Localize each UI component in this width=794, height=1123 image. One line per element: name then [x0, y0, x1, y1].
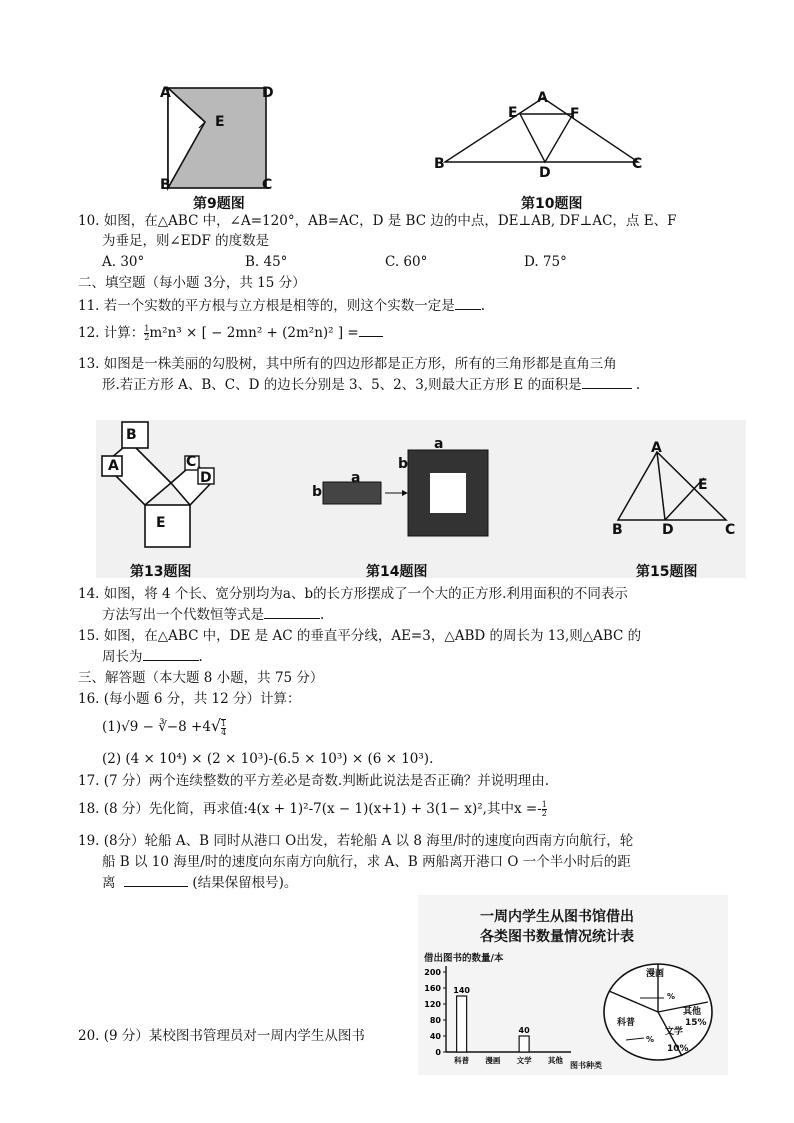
q18-frac-num: 1 — [541, 800, 547, 809]
fig9-label-c: C — [262, 177, 273, 193]
chart-title-line2: 各类图书数量情况统计表 — [480, 929, 634, 945]
fig9-caption: 第9题图 — [193, 196, 245, 212]
section-2-heading: 二、填空题（每小题 3分，共 15 分） — [78, 275, 306, 291]
q18-fraction — [542, 801, 547, 818]
q10-option-c: C. 60° — [385, 254, 428, 270]
q14-line2: 方法写出一个代数恒等式是 . — [102, 607, 325, 623]
pie-label-qita-pct: 15% — [685, 1018, 707, 1028]
q19-line3a: 离 — [102, 875, 116, 891]
y-tick-label: 160 — [424, 984, 441, 993]
q14-line2-text: 方法写出一个代数恒等式是 — [102, 607, 264, 623]
q12-frac-den: 2 — [144, 333, 150, 342]
q16-heading: 16. (每小题 6 分，共 12 分）计算： — [78, 691, 301, 707]
q19-line1: 19. (8分）轮船 A、B 同时从港口 O出发，若轮船 A 以 8 海里/时的速度向西南方向航行，轮 — [78, 833, 634, 849]
fig14-label-a-big: a — [434, 436, 444, 452]
bar — [457, 996, 467, 1052]
fig10-label-f: F — [570, 106, 580, 122]
fig13-label-c: C — [186, 454, 197, 470]
fig13-label-d: D — [200, 470, 212, 486]
fig10-label-a: A — [537, 90, 548, 106]
bar-data-label: 40 — [518, 1026, 530, 1035]
chart-ylabel: 借出图书的数量/本 — [424, 953, 504, 964]
q18-frac-den: 2 — [541, 809, 547, 818]
x-tick-label: 科普 — [454, 1056, 470, 1065]
bar — [519, 1036, 529, 1052]
y-tick-label: 80 — [429, 1016, 441, 1025]
fig10-caption: 第10题图 — [521, 196, 583, 212]
figure-15 — [600, 440, 740, 530]
fig15-label-a: A — [651, 440, 662, 456]
fig13-label-e: E — [156, 515, 166, 531]
fig15-caption: 第15题图 — [636, 564, 698, 580]
section-3-heading: 三、解答题（本大题 8 小题，共 75 分） — [78, 670, 324, 686]
fig10-label-c: C — [632, 156, 643, 172]
fig10-label-e: E — [508, 105, 518, 121]
fig14-label-b-small: b — [312, 484, 323, 500]
x-tick-label: 漫画 — [485, 1056, 501, 1065]
q18 — [78, 800, 547, 819]
fig14-label-a-small: a — [351, 470, 361, 486]
q18-text: 18. (8 分）先化简，再求值:4(x + 1)²-7(x − 1)(x+1) + 3(1− x)²,其中x =- — [78, 801, 542, 817]
fig15-label-b: B — [612, 522, 623, 538]
q10-option-b: B. 45° — [245, 254, 288, 270]
fig13-label-b: B — [126, 427, 137, 443]
y-tick-label: 40 — [429, 1032, 441, 1041]
q19-line3 — [102, 874, 297, 893]
q10-option-a: A. 30° — [102, 254, 145, 270]
q15-line2-text: 周长为 — [102, 649, 143, 665]
q12-frac-num: 1 — [144, 324, 150, 333]
q16-frac-den: 4 — [221, 727, 227, 737]
y-tick-label: 0 — [435, 1048, 441, 1057]
q13-line2 — [102, 376, 640, 395]
x-tick-label: 其他 — [547, 1056, 563, 1065]
q15-line1: 15. 如图，在△ABC 中，DE 是 AC 的垂直平分线，AE=3，△ABD 的周长为 13,则△ABC 的 — [78, 628, 642, 644]
q13-line2-text: 形.若正方形 A、B、C、D 的边长分别是 3、5、2、3,则最大正方形 E 的面积是 — [102, 377, 582, 393]
fig15-label-e: E — [698, 477, 708, 493]
q12-expr: m²n³ × [ − 2mn² + (2m²n)² ] = — [149, 325, 359, 341]
fig9-label-b: B — [160, 177, 171, 193]
fig15-label-c: C — [725, 522, 736, 538]
chart-xlabel: 图书种类 — [570, 1061, 602, 1070]
q16-part1: (1)√9 − ∛−8 +4√ $\frac{1}{4}$ — [102, 716, 227, 737]
pie-label-kepu-pct: % — [646, 1035, 655, 1044]
x-tick-label: 文学 — [516, 1056, 532, 1065]
q13-tail: . — [635, 377, 641, 393]
pie-label-wenxue-pct: 10% — [667, 1044, 689, 1054]
q13-line1: 13. 如图是一株美丽的勾股树，其中所有的四边形都是正方形，所有的三角形都是直角三角 — [78, 356, 617, 372]
figure-9 — [150, 80, 300, 210]
fig13-label-a: A — [108, 458, 119, 474]
fig14-label-b-big: b — [398, 456, 409, 472]
q16-part1-fraction — [221, 719, 226, 737]
fig10-label-d: D — [539, 165, 551, 181]
bar-chart — [418, 960, 578, 1070]
fig9-label-a: A — [160, 85, 171, 101]
fig13-caption: 第13题图 — [130, 564, 192, 580]
pie-label-wenxue: 文学 — [665, 1027, 684, 1037]
chart-title-line1: 一周内学生从图书馆借出 — [480, 909, 634, 925]
q19-line3b: (结果保留根号)。 — [192, 875, 298, 891]
q10-line2: 为垂足，则∠EDF 的度数是 — [102, 233, 270, 249]
q19-line2: 船 B 以 10 海里/时的速度向东南方向航行，求 A、B 两船离开港口 O 一个半小时后的距 — [102, 854, 631, 870]
fig9-label-e: E — [215, 114, 225, 130]
y-tick-label: 200 — [424, 968, 441, 977]
q20: 20. (9 分）某校图书管理员对一周内学生从图书 — [78, 1028, 365, 1044]
q16-part2: (2) (4 × 10⁴) × (2 × 10³)-(6.5 × 10³) × (6 × 10³). — [102, 751, 434, 767]
pie-label-manhua: 漫画 — [646, 969, 665, 979]
q15-line2: 周长为 . — [102, 649, 203, 665]
q10-line1: 10. 如图，在△ABC 中，∠A=120°，AB=AC，D 是 BC 边的中点，DE⊥AB, DF⊥AC，点 E、F — [78, 213, 677, 229]
q11: 11. 若一个实数的平方根与立方根是相等的，则这个实数一定是 . — [78, 298, 486, 314]
fig15-label-d: D — [662, 522, 674, 538]
fig9-label-d: D — [262, 85, 274, 101]
fig14-caption: 第14题图 — [366, 564, 428, 580]
q16-frac-num: 1 — [221, 718, 227, 728]
q12 — [78, 324, 383, 343]
y-tick-label: 120 — [424, 1000, 441, 1009]
q10-option-d: D. 75° — [524, 254, 567, 270]
figure-14 — [310, 440, 500, 540]
q11-text: 11. 若一个实数的平方根与立方根是相等的，则这个实数一定是 — [78, 298, 455, 314]
q14-line1: 14. 如图，将 4 个长、宽分别均为a、b的长方形摆成了一个大的正方形.利用面积的不同表示 — [78, 586, 628, 602]
q16-part1-expr: (1)√9 − ∛−8 +4 — [102, 719, 211, 735]
q12-prefix: 12. 计算： — [78, 325, 145, 341]
pie-label-qita: 其他 — [683, 1007, 702, 1017]
pie-label-manhua-pct: % — [667, 992, 676, 1001]
q17: 17. (7 分）两个连续整数的平方差必是奇数.判断此说法是否正确？并说明理由. — [78, 773, 549, 789]
fig10-label-b: B — [434, 156, 445, 172]
pie-label-kepu: 科普 — [617, 1018, 636, 1028]
bar-data-label: 140 — [453, 986, 470, 995]
